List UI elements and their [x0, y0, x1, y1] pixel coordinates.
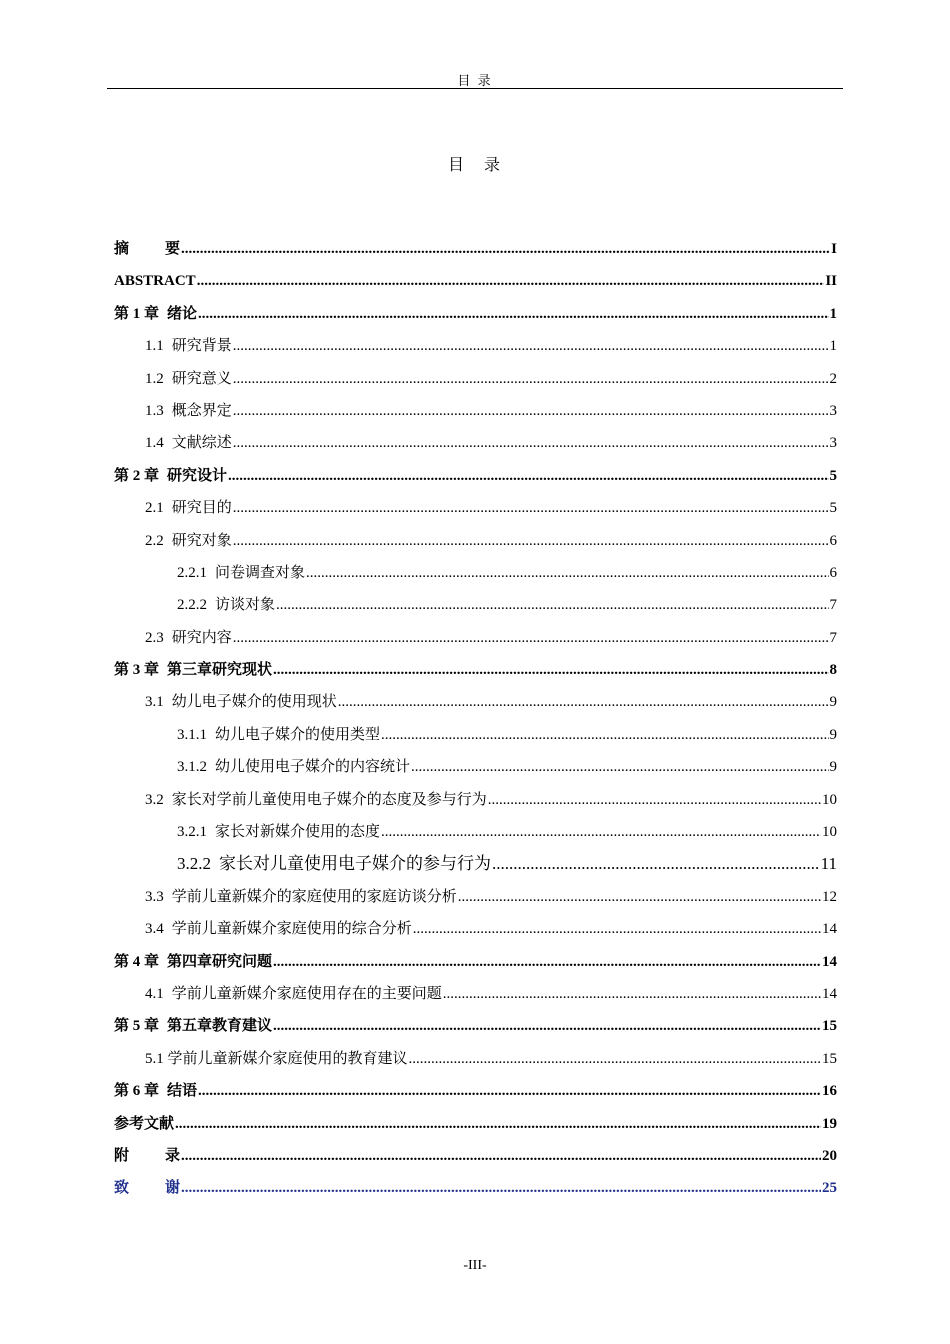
- dot-leader: [233, 363, 829, 395]
- toc-entry-label: 文献综述: [171, 435, 232, 452]
- toc-entry-page: 3: [829, 402, 837, 419]
- toc-entry-page: 7: [829, 629, 837, 646]
- toc-entry-number: 第 6 章: [114, 1083, 160, 1100]
- toc-entry[interactable]: [114, 881, 837, 913]
- toc-entry[interactable]: [114, 525, 837, 557]
- toc-entry-label: 幼儿电子媒介的使用现状: [171, 694, 337, 711]
- dot-leader: [488, 784, 821, 816]
- toc-entry-page: 20: [822, 1147, 837, 1164]
- dot-leader: [233, 427, 829, 459]
- toc-entry-page: 5: [829, 500, 837, 517]
- toc-entry-page: 1: [829, 305, 837, 322]
- toc-entry[interactable]: [114, 1172, 837, 1204]
- toc-entry-page: 9: [829, 694, 837, 711]
- toc-entry-label: 附 录: [114, 1147, 180, 1164]
- dot-leader: [233, 395, 829, 427]
- toc-entry[interactable]: [114, 1140, 837, 1172]
- toc-entry-page: 14: [822, 921, 837, 938]
- dot-leader: [233, 492, 829, 524]
- dot-leader: [233, 622, 829, 654]
- toc-entry[interactable]: [114, 330, 837, 362]
- toc-entry[interactable]: [114, 395, 837, 427]
- toc-entry[interactable]: [114, 427, 837, 459]
- toc-entry-page: 12: [822, 888, 837, 905]
- toc-entry-label: 研究意义: [171, 370, 232, 387]
- toc-entry-page: 14: [822, 953, 837, 970]
- toc-entry-label: 5.1 学前儿童新媒介家庭使用的教育建议: [145, 1050, 408, 1067]
- toc-entry-label: 第五章教育建议: [167, 1018, 273, 1035]
- toc-entry-label: 幼儿电子媒介的使用类型: [215, 726, 381, 743]
- dot-leader: [197, 265, 825, 297]
- dot-leader: [175, 1108, 821, 1140]
- toc-entry[interactable]: [114, 686, 837, 718]
- toc-entry[interactable]: [114, 1043, 837, 1075]
- toc-entry-page: 1: [829, 338, 837, 355]
- dot-leader: [233, 525, 829, 557]
- toc-entry-number: 4.1: [145, 985, 164, 1002]
- toc-entry-page: 5: [829, 467, 837, 484]
- toc-entry-number: 1.2: [145, 370, 164, 387]
- page-number: -III-: [463, 1258, 487, 1273]
- toc-entry-label: 研究背景: [171, 338, 232, 355]
- toc-entry-number: 3.1: [145, 694, 164, 711]
- toc-entry-number: 第 1 章: [114, 305, 160, 322]
- toc-entry-label: ABSTRACT: [114, 273, 196, 290]
- table-of-contents: [114, 233, 837, 1205]
- dot-leader: [338, 686, 829, 718]
- running-header: 目 录: [457, 73, 493, 88]
- toc-entry-label: 家长对新媒介使用的态度: [215, 824, 381, 841]
- dot-leader: [276, 589, 828, 621]
- toc-entry-number: 3.1.1: [177, 726, 207, 743]
- dot-leader: [181, 233, 830, 265]
- toc-entry-page: 10: [822, 824, 837, 841]
- toc-entry[interactable]: [114, 978, 837, 1010]
- toc-entry-label: 研究对象: [171, 532, 232, 549]
- toc-entry-label: 概念界定: [171, 402, 232, 419]
- toc-entry-label: 研究设计: [167, 467, 228, 484]
- toc-entry[interactable]: [114, 557, 837, 589]
- toc-entry-number: 3.2.2: [177, 854, 211, 874]
- dot-leader: [306, 557, 828, 589]
- toc-entry-page: 6: [829, 564, 837, 581]
- dot-leader: [228, 460, 828, 492]
- toc-entry-page: 15: [822, 1018, 837, 1035]
- toc-entry-label: 参考文献: [114, 1115, 175, 1132]
- toc-entry-page: 25: [822, 1180, 837, 1197]
- toc-entry-page: II: [825, 273, 837, 290]
- toc-entry[interactable]: [114, 298, 837, 330]
- toc-entry-label: 学前儿童新媒介的家庭使用的家庭访谈分析: [171, 888, 457, 905]
- toc-entry-label: 访谈对象: [215, 597, 276, 614]
- toc-entry[interactable]: [114, 1010, 837, 1042]
- toc-entry-label: 幼儿使用电子媒介的内容统计: [215, 759, 411, 776]
- toc-entry-label: 问卷调查对象: [215, 564, 306, 581]
- toc-entry[interactable]: [114, 622, 837, 654]
- toc-entry-label: 结语: [167, 1083, 198, 1100]
- toc-entry-page: 9: [829, 759, 837, 776]
- toc-entry-number: 第 3 章: [114, 662, 160, 679]
- toc-entry-label: 研究内容: [171, 629, 232, 646]
- toc-entry[interactable]: [114, 816, 837, 848]
- toc-entry-label: 绪论: [167, 305, 198, 322]
- toc-entry[interactable]: [114, 784, 837, 816]
- dot-leader: [233, 330, 829, 362]
- toc-entry[interactable]: [114, 848, 837, 880]
- dot-leader: [273, 946, 821, 978]
- toc-entry-number: 3.4: [145, 921, 164, 938]
- toc-entry-label: 家长对儿童使用电子媒介的参与行为: [219, 854, 491, 874]
- toc-entry-page: 15: [822, 1050, 837, 1067]
- toc-entry-number: 第 5 章: [114, 1018, 160, 1035]
- toc-entry-label: 学前儿童新媒介家庭使用存在的主要问题: [171, 985, 442, 1002]
- dot-leader: [443, 978, 821, 1010]
- toc-entry-number: 1.3: [145, 402, 164, 419]
- dot-leader: [198, 298, 828, 330]
- toc-entry-page: 10: [822, 791, 837, 808]
- toc-entry[interactable]: [114, 719, 837, 751]
- toc-entry-page: 16: [822, 1083, 837, 1100]
- dot-leader: [381, 719, 828, 751]
- toc-entry-page: 14: [822, 985, 837, 1002]
- toc-entry[interactable]: [114, 654, 837, 686]
- toc-entry-label: 学前儿童新媒介家庭使用的综合分析: [171, 921, 412, 938]
- toc-entry-page: 9: [829, 726, 837, 743]
- toc-entry-page: 6: [829, 532, 837, 549]
- toc-entry-number: 1.4: [145, 435, 164, 452]
- dot-leader: [409, 1043, 821, 1075]
- toc-title: 目 录: [447, 157, 502, 174]
- dot-leader: [381, 816, 821, 848]
- toc-entry-page: 19: [822, 1115, 837, 1132]
- toc-entry-page: 7: [829, 597, 837, 614]
- header-rule: [107, 88, 843, 89]
- toc-entry-number: 2.2: [145, 532, 164, 549]
- dot-leader: [411, 751, 828, 783]
- dot-leader: [198, 1075, 821, 1107]
- dot-leader: [413, 913, 821, 945]
- toc-entry-number: 2.2.2: [177, 597, 207, 614]
- toc-entry-number: 2.2.1: [177, 564, 207, 581]
- toc-entry[interactable]: [114, 1108, 837, 1140]
- toc-entry-number: 3.2: [145, 791, 164, 808]
- toc-entry[interactable]: [114, 946, 837, 978]
- toc-entry[interactable]: [114, 265, 837, 297]
- toc-entry-number: 3.3: [145, 888, 164, 905]
- toc-entry-label: 摘 要: [114, 241, 180, 257]
- toc-entry-page: 11: [820, 854, 837, 874]
- toc-entry[interactable]: [114, 460, 837, 492]
- toc-entry-page: 2: [829, 370, 837, 387]
- toc-entry-label: 致 谢: [114, 1180, 180, 1197]
- toc-entry[interactable]: [114, 913, 837, 945]
- toc-entry-label: 第三章研究现状: [167, 662, 273, 679]
- dot-leader: [181, 1140, 821, 1172]
- toc-entry[interactable]: [114, 589, 837, 621]
- toc-entry-page: I: [831, 241, 837, 257]
- toc-entry-number: 第 4 章: [114, 953, 160, 970]
- toc-entry[interactable]: [114, 1075, 837, 1107]
- toc-entry[interactable]: [114, 751, 837, 783]
- dot-leader: [273, 654, 828, 686]
- toc-entry-number: 3.2.1: [177, 824, 207, 841]
- toc-entry-label: 家长对学前儿童使用电子媒介的态度及参与行为: [171, 791, 487, 808]
- dot-leader: [492, 848, 820, 880]
- dot-leader: [181, 1172, 821, 1204]
- toc-entry-label: 研究目的: [171, 500, 232, 517]
- dot-leader: [458, 881, 821, 913]
- toc-entry-number: 第 2 章: [114, 467, 160, 484]
- toc-entry-number: 2.3: [145, 629, 164, 646]
- toc-entry-page: 3: [829, 435, 837, 452]
- toc-entry-label: 第四章研究问题: [167, 953, 273, 970]
- toc-entry[interactable]: [114, 233, 837, 265]
- toc-entry-number: 1.1: [145, 338, 164, 355]
- toc-entry-number: 3.1.2: [177, 759, 207, 776]
- toc-entry[interactable]: [114, 492, 837, 524]
- toc-entry[interactable]: [114, 363, 837, 395]
- dot-leader: [273, 1010, 821, 1042]
- toc-entry-number: 2.1: [145, 500, 164, 517]
- toc-entry-page: 8: [829, 662, 837, 679]
